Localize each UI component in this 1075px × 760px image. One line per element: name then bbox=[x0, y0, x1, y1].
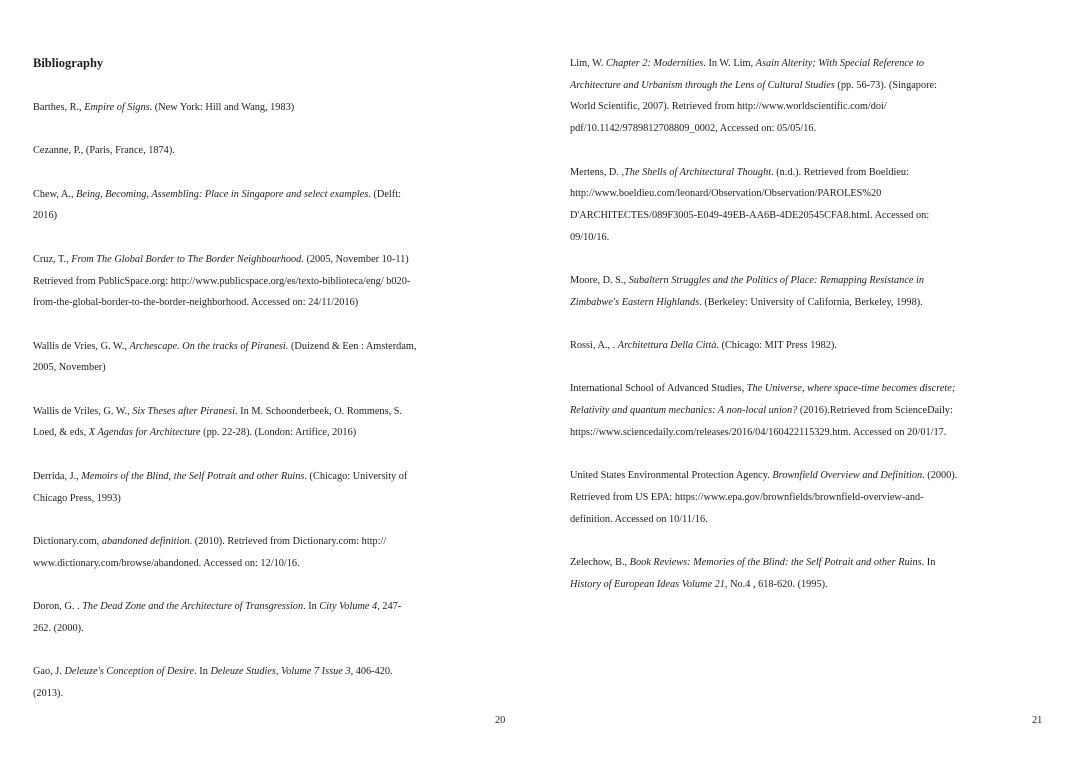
entry-title-text: Deleuze's Conception of Desire bbox=[64, 666, 195, 678]
entry-text: , No.4 , 618-620. (1995). bbox=[724, 578, 828, 590]
bibliography-entry bbox=[33, 249, 418, 314]
entry-title-text: The Universe, where space-time becomes discrete; Relativity and quantum mechanics: A non-local union? bbox=[570, 383, 956, 417]
entry-text: Dictionary.com, bbox=[33, 535, 102, 547]
entry-title-text: The Shells of Architectural Thought bbox=[624, 166, 772, 178]
entry-text: Doron, G. . bbox=[33, 601, 83, 613]
entry-title-text: abandoned definition bbox=[101, 535, 190, 547]
entry-text: Wallis de Vriles, G. W., bbox=[33, 405, 133, 417]
bibliography-entry bbox=[570, 552, 960, 595]
bibliography-entry bbox=[570, 53, 960, 140]
entry-title-text: Book Reviews: Memories of the Blind: the Self Potrait and other Ruins bbox=[629, 557, 922, 569]
page-number-right: 21 bbox=[1032, 715, 1043, 726]
entry-title-text: Being, Becoming, Assembling: Place in Singapore and select examples bbox=[76, 188, 369, 200]
left-page bbox=[0, 0, 537, 760]
entry-text: Barthes, R., bbox=[33, 102, 85, 113]
entry-text: . (Delft: 2016) bbox=[33, 188, 401, 222]
entry-text: . In bbox=[303, 601, 320, 613]
entry-text: Zelechow, B., bbox=[570, 557, 630, 569]
bibliography-entry bbox=[570, 378, 960, 443]
left-bibliography-list bbox=[33, 97, 418, 726]
bibliography-entry bbox=[33, 531, 418, 574]
entry-text: (2016).Retrieved from ScienceDaily: https://www.sciencedaily.com/releases/2016/04/160422115329.htm. Accessed on 20/01/17. bbox=[570, 405, 953, 438]
entry-title-text: Six Theses after Piranesi bbox=[132, 405, 236, 417]
entry-text: . In W. Lim, bbox=[703, 58, 756, 69]
bibliography-entry bbox=[33, 184, 418, 227]
right-page bbox=[537, 0, 1075, 760]
entry-title-text: Deleuze Studies, Volume 7 Issue 3 bbox=[210, 666, 351, 678]
entry-text: . (Berkeley: University of California, Berkeley, 1998). bbox=[699, 296, 923, 308]
entry-text: (pp. 56-73). (Singapore: World Scientific, 2007). Retrieved from http://www.worldscientific.com/doi/ pdf/10.1142/9789812708809_0002, Accessed on: 05/05/16. bbox=[570, 79, 937, 135]
entry-text: Chew, A., bbox=[33, 188, 77, 200]
bibliography-entry bbox=[570, 162, 960, 249]
entry-title-text: Architettura Della Città bbox=[617, 340, 717, 352]
entry-text: Rossi, A., . bbox=[570, 340, 618, 352]
entry-title-text: Subaltern Struggles and the Politics of Place: Remapping Resistance in Zimbabwe's Eastern Highlands bbox=[570, 275, 925, 308]
right-bibliography-list bbox=[570, 53, 960, 617]
bibliography-entry bbox=[33, 596, 418, 639]
entry-text: Gao, J. bbox=[33, 666, 65, 678]
entry-title-text: From The Global Border to The Border Neighbourhood bbox=[71, 253, 302, 265]
entry-text: (pp. 22-28). (London: Artifice, 2016) bbox=[200, 427, 357, 439]
entry-text: . (2000). Retrieved from US EPA: https://www.epa.gov/brownfields/brownfield-overview-and-definition. Accessed on 10/11/16. bbox=[570, 470, 958, 525]
bibliography-entry bbox=[33, 661, 418, 704]
entry-text: . In bbox=[194, 666, 211, 678]
entry-text: Cruz, T., bbox=[33, 253, 72, 265]
entry-text: Moore, D. S., bbox=[570, 275, 629, 286]
entry-title-text: Brownfield Overview and Definition bbox=[772, 470, 923, 482]
entry-text: . (2005, November 10-11) Retrieved from PublicSpace.org: http://www.publicspace.org/es/texto-biblioteca/eng/ b020-from-the-global-border-to-the-border-neighborhood. Accessed on: 24/11/2016) bbox=[33, 253, 411, 309]
entry-text: Cezanne, P., (Paris, France, 1874). bbox=[33, 145, 175, 157]
entry-text: . In bbox=[921, 557, 936, 569]
entry-title-text: Memoirs of the Blind, the Self Potrait and other Ruins bbox=[81, 470, 305, 482]
entry-text: , 247-262. (2000). bbox=[33, 601, 402, 634]
entry-title-text: The Dead Zone and the Architecture of Transgression bbox=[82, 601, 304, 613]
entry-text: . In M. Schoonderbeek, O. Rommens, S. Loed, & eds, bbox=[33, 405, 403, 439]
entry-text: . (Chicago: University of Chicago Press, 1993) bbox=[33, 470, 408, 504]
bibliography-entry bbox=[33, 140, 418, 162]
entry-text: United States Environmental Protection Agency. bbox=[570, 470, 773, 482]
bibliography-entry bbox=[33, 97, 418, 119]
entry-text: . (Chicago: MIT Press 1982). bbox=[716, 340, 837, 352]
entry-title-text: X Agendas for Architecture bbox=[88, 427, 201, 439]
entry-text: . (2010). Retrieved from Dictionary.com: http:// www.dictionary.com/browse/abandoned. Accessed on: 12/10/16. bbox=[33, 535, 387, 569]
entry-title-text: Empire of Signs bbox=[84, 102, 150, 113]
entry-text: Wallis de Vries, G. W., bbox=[33, 340, 130, 352]
entry-text: , 406-420. (2013). bbox=[33, 666, 393, 699]
entry-title-text: History of European Ideas Volume 21 bbox=[570, 578, 725, 590]
entry-title-text: Chapter 2: Modernities bbox=[606, 58, 704, 69]
entry-title-text: City Volume 4 bbox=[319, 601, 378, 613]
entry-text: Mertens, D. , bbox=[570, 166, 625, 178]
bibliography-entry bbox=[570, 270, 960, 313]
bibliography-entry bbox=[33, 466, 418, 509]
entry-title-text: Asain Alterity; With Special Reference to Architecture and Urbanism through the Lens of Cultural Studies bbox=[570, 58, 925, 91]
bibliography-entry bbox=[570, 335, 960, 357]
bibliography-entry bbox=[33, 336, 418, 379]
entry-text: International School of Advanced Studies, bbox=[570, 383, 747, 395]
entry-title-text: Archescape. On the tracks of Piranesi. bbox=[129, 340, 289, 352]
bibliography-entry bbox=[570, 465, 960, 530]
entry-text: (Duizend & Een : Amsterdam, 2005, November) bbox=[33, 340, 417, 374]
entry-text: . (New York: Hill and Wang, 1983) bbox=[149, 102, 295, 113]
entry-text: . (n.d.). Retrieved from Boeldieu: http://www.boeldieu.com/leonard/Observation/Observation/PAROLES%20 D'ARCHITECTES/089F3005-E049-49EB-AA6B-4DE20545CFA8.html. Accessed on: 09/10/16. bbox=[570, 166, 930, 243]
page-number-left: 20 bbox=[495, 715, 506, 726]
bibliography-heading: Bibliography bbox=[33, 56, 104, 70]
entry-text: Derrida, J., bbox=[33, 470, 82, 482]
entry-text: Lim, W. bbox=[570, 58, 607, 69]
bibliography-entry bbox=[33, 401, 418, 444]
